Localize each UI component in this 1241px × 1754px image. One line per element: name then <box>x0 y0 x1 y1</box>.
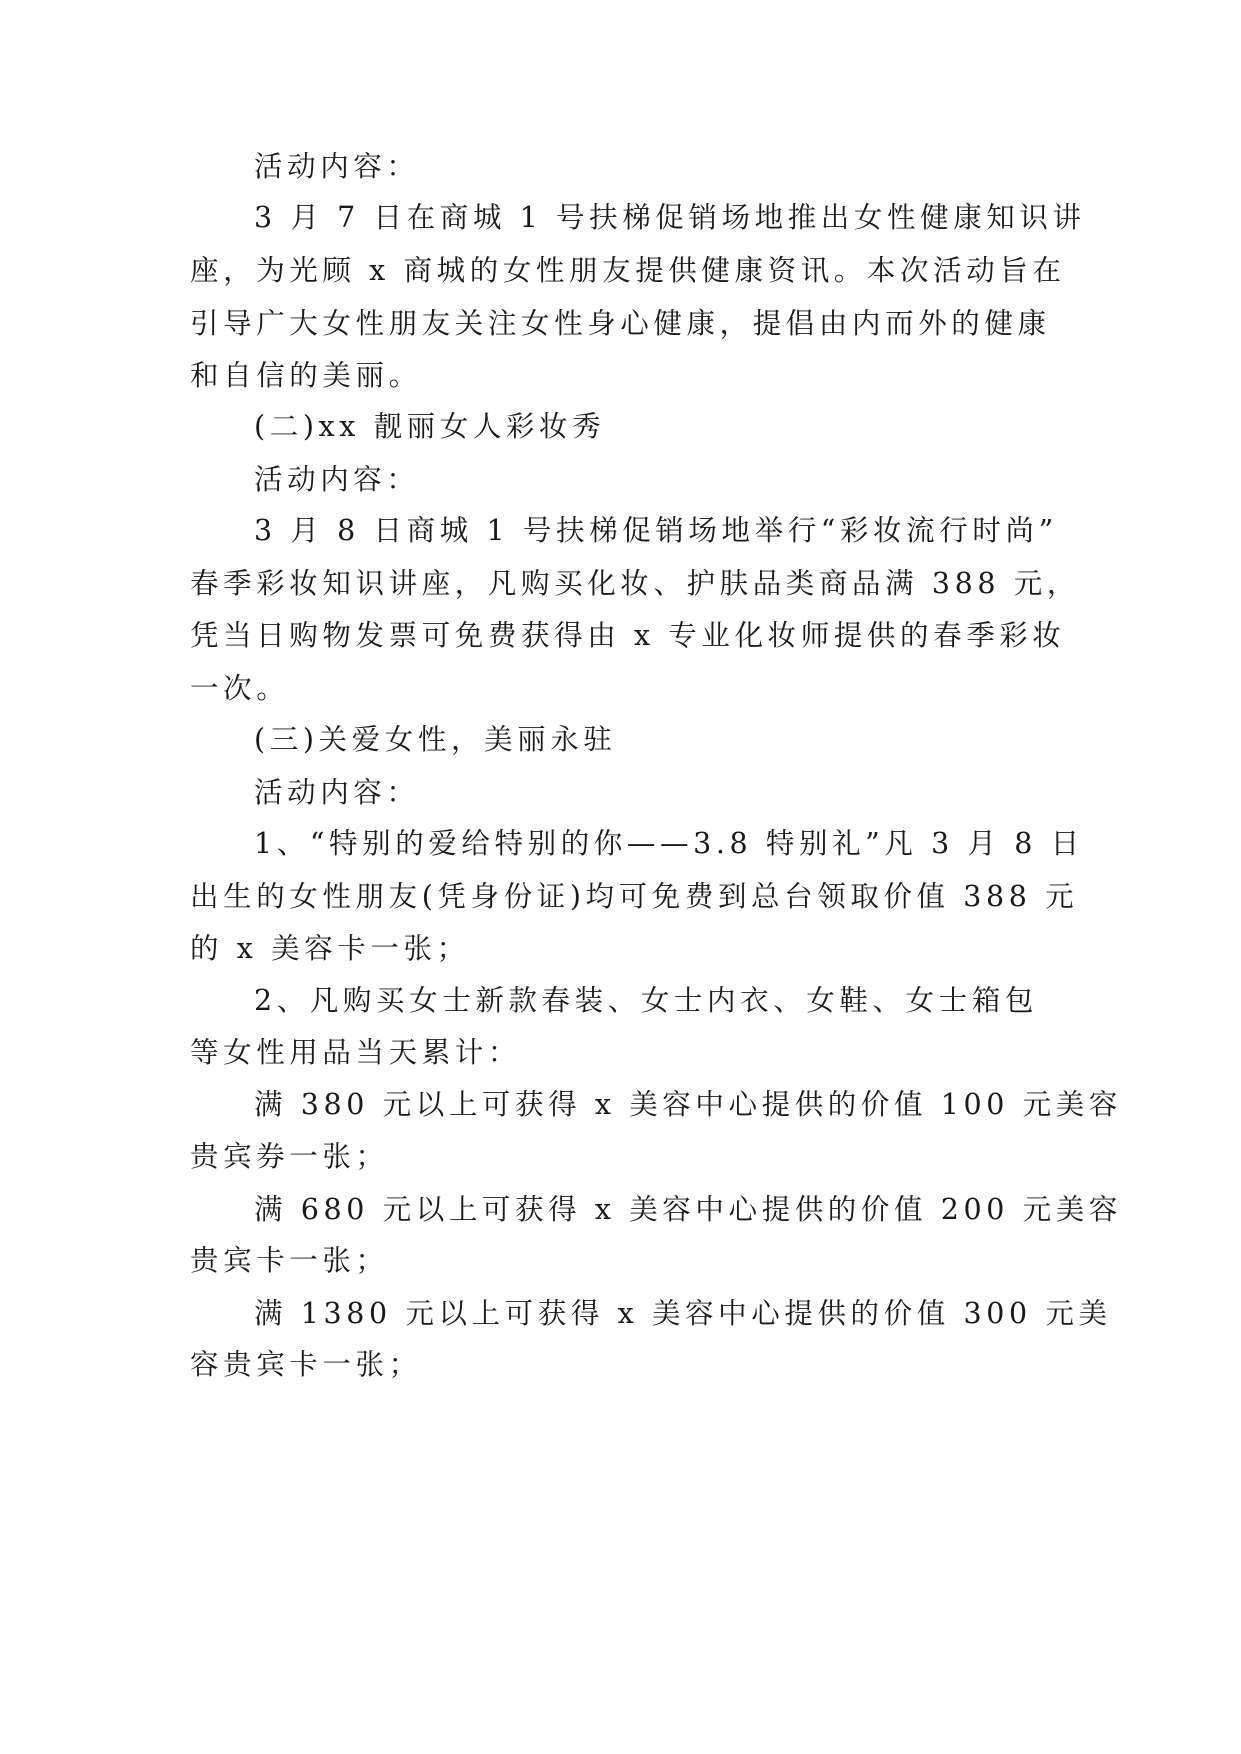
paragraph-line: 和自信的美丽。 <box>190 359 422 392</box>
section-heading-activity: 活动内容： <box>254 776 420 809</box>
paragraph-line: 3 月 7 日在商城 1 号扶梯促销场地推出女性健康知识讲 <box>254 201 1086 234</box>
paragraph-line: 座，为光顾 x 商城的女性朋友提供健康资讯。本次活动旨在 <box>190 254 1066 287</box>
section-heading-activity: 活动内容： <box>254 150 420 183</box>
paragraph-line: 春季彩妆知识讲座，凡购买化妆、护肤品类商品满 388 元， <box>190 567 1080 600</box>
paragraph-line: 一次。 <box>190 672 290 705</box>
list-item-2: 2、凡购买女士新款春装、女士内衣、女鞋、女士箱包 <box>254 984 1039 1017</box>
list-item-1: 1、“特别的爱给特别的你——3.8 特别礼”凡 3 月 8 日 <box>254 827 1084 860</box>
section-title-3: (三)关爱女性，美丽永驻 <box>254 723 617 756</box>
paragraph-line: 的 x 美容卡一张； <box>190 932 470 965</box>
paragraph-line: 贵宾卡一张； <box>190 1244 389 1277</box>
paragraph-line: 引导广大女性朋友关注女性身心健康，提倡由内而外的健康 <box>190 307 1051 340</box>
paragraph-line: 凭当日购物发票可免费获得由 x 专业化妆师提供的春季彩妆 <box>190 619 1066 652</box>
paragraph-line: 出生的女性朋友(凭身份证)均可免费到总台领取价值 388 元 <box>190 880 1079 913</box>
reward-tier-2: 满 680 元以上可获得 x 美容中心提供的价值 200 元美容 <box>254 1193 1122 1226</box>
reward-tier-1: 满 380 元以上可获得 x 美容中心提供的价值 100 元美容 <box>254 1088 1122 1121</box>
paragraph-line: 贵宾券一张； <box>190 1140 389 1173</box>
paragraph-line: 3 月 8 日商城 1 号扶梯促销场地举行“彩妆流行时尚” <box>254 514 1058 547</box>
section-heading-activity: 活动内容： <box>254 463 420 496</box>
paragraph-line: 容贵宾卡一张； <box>190 1348 422 1381</box>
section-title-2: (二)xx 靓丽女人彩妆秀 <box>254 410 606 443</box>
reward-tier-3: 满 1380 元以上可获得 x 美容中心提供的价值 300 元美 <box>254 1297 1112 1330</box>
paragraph-line: 等女性用品当天累计： <box>190 1036 522 1069</box>
